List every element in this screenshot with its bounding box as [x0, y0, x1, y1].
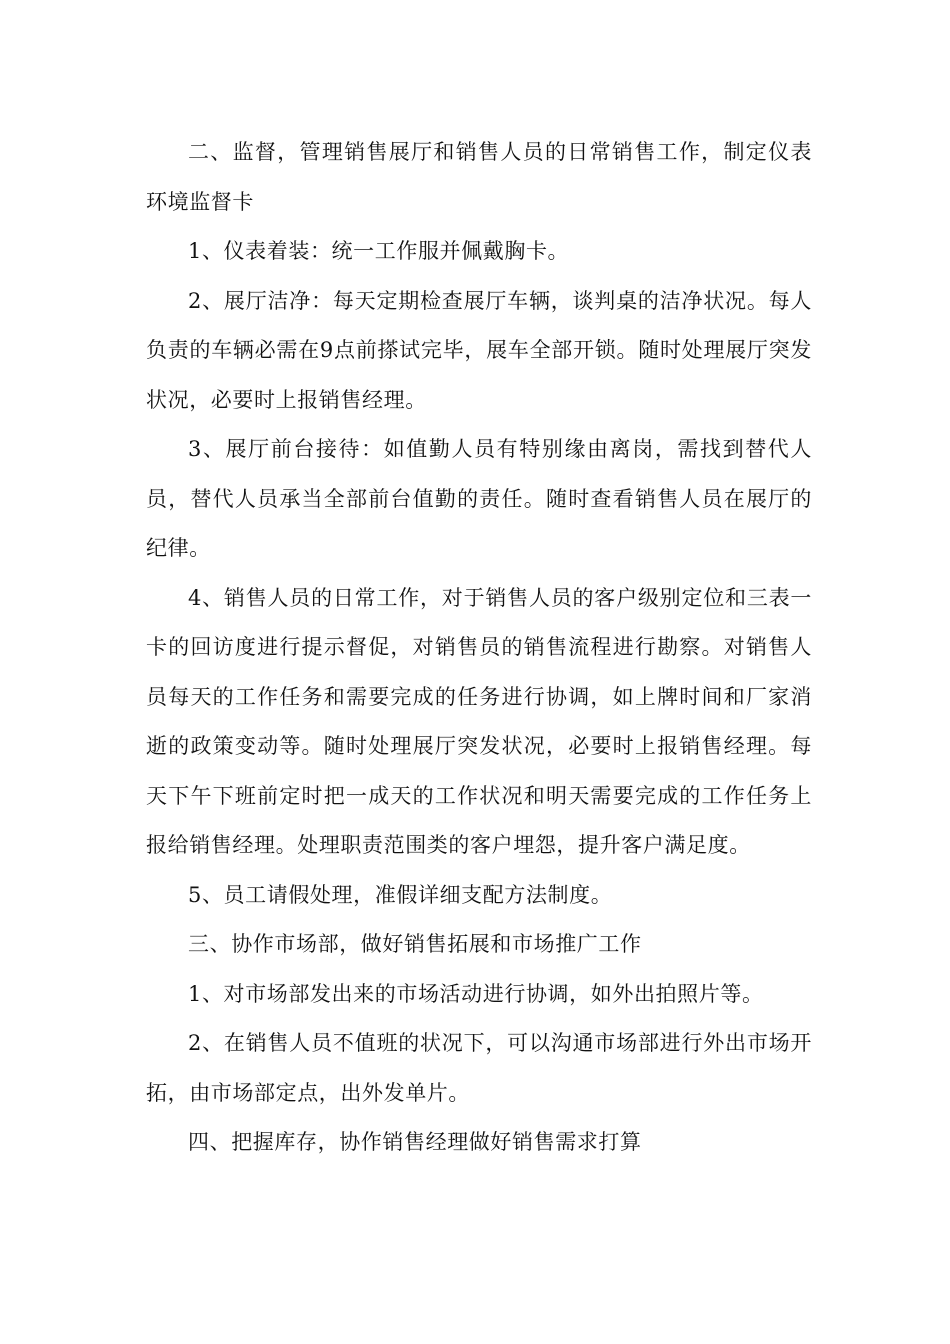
- paragraph-showroom-cleanliness: 2、展厅洁净：每天定期检查展厅车辆，谈判桌的洁净状况。每人负责的车辆必需在9点前搽试完毕，展车全部开锁。随时处理展厅突发状况，必要时上报销售经理。: [146, 288, 812, 412]
- document-body: [146, 128, 812, 1168]
- section-heading-2: 二、监督，管理销售展厅和销售人员的日常销售工作，制定仪表环境监督卡: [146, 140, 812, 214]
- paragraph-leave: 5、员工请假处理，准假详细支配方法制度。: [188, 882, 613, 907]
- paragraph-market-expansion: 2、在销售人员不值班的状况下，可以沟通市场部进行外出市场开拓，由市场部定点，出外发单片。: [146, 1031, 812, 1105]
- paragraph-front-desk: 3、展厅前台接待：如值勤人员有特别缘由离岗，需找到替代人员，替代人员承当全部前台值勤的责任。随时查看销售人员在展厅的纪律。: [146, 437, 812, 560]
- paragraph-daily-work: 4、销售人员的日常工作，对于销售人员的客户级别定位和三表一卡的回访度进行提示督促，对销售员的销售流程进行勘察。对销售人员每天的工作任务和需要完成的任务进行协调，如上牌时间和厂家消逝的政策变动等。随时处理展厅突发状况，必要时上报销售经理。每天下午下班前定时把一成天的工作状况和明天需要完成的工作任务上报给销售经理。处理职责范围类的客户埋怨，提升客户满足度。: [146, 585, 812, 857]
- section-heading-3: 三、协作市场部，做好销售拓展和市场推广工作: [188, 932, 642, 956]
- section-heading-4: 四、把握库存，协作销售经理做好销售需求打算: [188, 1130, 642, 1154]
- paragraph-dress-code: 1、仪表着装：统一工作服并佩戴胸卡。: [188, 239, 570, 263]
- paragraph-market-activities: 1、对市场部发出来的市场活动进行协调，如外出拍照片等。: [188, 981, 764, 1006]
